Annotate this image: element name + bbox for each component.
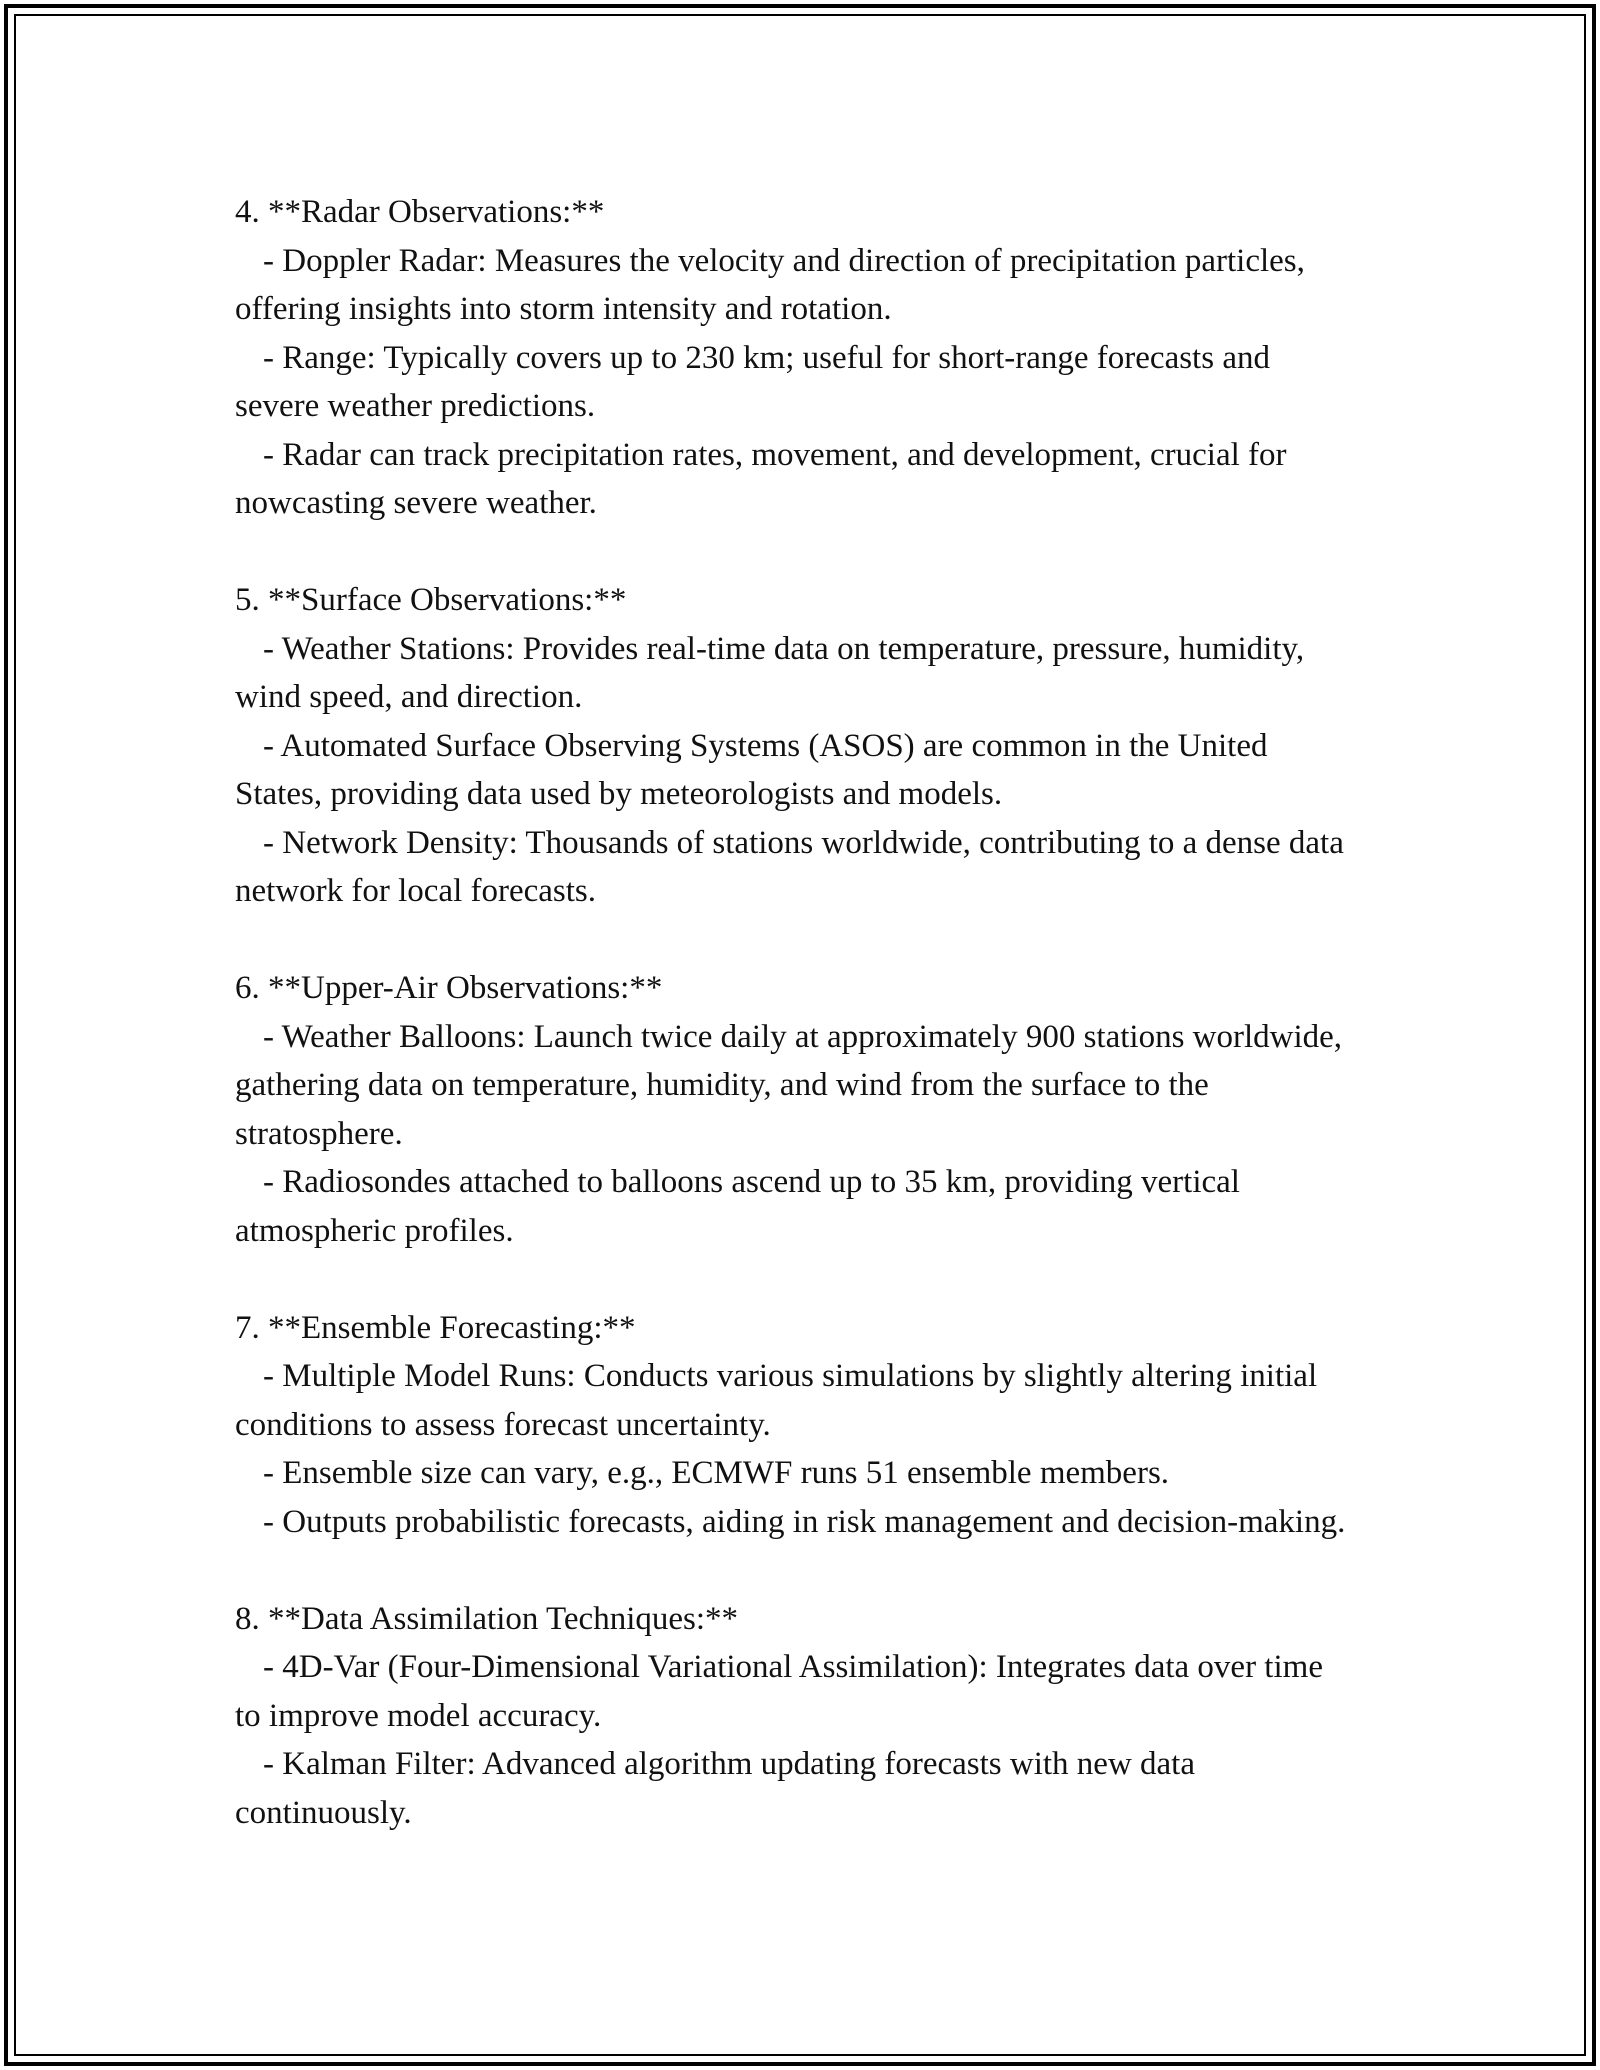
section-heading: 8. **Data Assimilation Techniques:**	[235, 1600, 739, 1637]
section-heading: 4. **Radar Observations:**	[235, 194, 605, 230]
section-heading: 6. **Upper-Air Observations:**	[235, 970, 663, 1006]
bullet-item: - Range: Typically covers up to 230 km; useful for short-range forecasts and severe weather predictions.	[235, 339, 1270, 424]
section-heading: 5. **Surface Observations:**	[235, 582, 627, 618]
section-data-assimilation-techniques	[235, 1595, 1355, 1838]
bullet-item: - Kalman Filter: Advanced algorithm updating forecasts with new data continuously.	[235, 1746, 1195, 1831]
bullet-item: - Weather Stations: Provides real-time data on temperature, pressure, humidity, wind speed, and direction.	[235, 630, 1305, 715]
bullet-item: - Ensemble size can vary, e.g., ECMWF runs 51 ensemble members.	[263, 1455, 1170, 1491]
bullet-item: - Doppler Radar: Measures the velocity and direction of precipitation particles, offering insights into storm intensity and rotation.	[235, 242, 1305, 327]
bullet-item: - Automated Surface Observing Systems (ASOS) are common in the United States, providing data used by meteorologists and models.	[235, 727, 1268, 812]
bullet-item: - Multiple Model Runs: Conducts various simulations by slightly altering initial conditions to assess forecast uncertainty.	[235, 1358, 1318, 1443]
bullet-item: - 4D-Var (Four-Dimensional Variational Assimilation): Integrates data over time to improve model accuracy.	[235, 1649, 1323, 1734]
document-body	[235, 188, 1355, 1886]
section-radar-observations	[235, 188, 1355, 528]
bullet-item: - Outputs probabilistic forecasts, aiding in risk management and decision-making.	[263, 1503, 1346, 1540]
bullet-item: - Network Density: Thousands of stations worldwide, contributing to a dense data network for local forecasts.	[235, 824, 1344, 909]
section-heading: 7. **Ensemble Forecasting:**	[235, 1309, 636, 1346]
section-ensemble-forecasting	[235, 1304, 1355, 1547]
section-upper-air-observations	[235, 964, 1355, 1255]
bullet-item: - Radiosondes attached to balloons ascend up to 35 km, providing vertical atmospheric profiles.	[235, 1164, 1240, 1249]
bullet-item: - Weather Balloons: Launch twice daily at approximately 900 stations worldwide, gathering data on temperature, humidity, and wind from the surface to the stratosphere.	[235, 1018, 1343, 1152]
bullet-item: - Radar can track precipitation rates, movement, and development, crucial for nowcasting severe weather.	[235, 436, 1287, 521]
section-surface-observations	[235, 576, 1355, 916]
